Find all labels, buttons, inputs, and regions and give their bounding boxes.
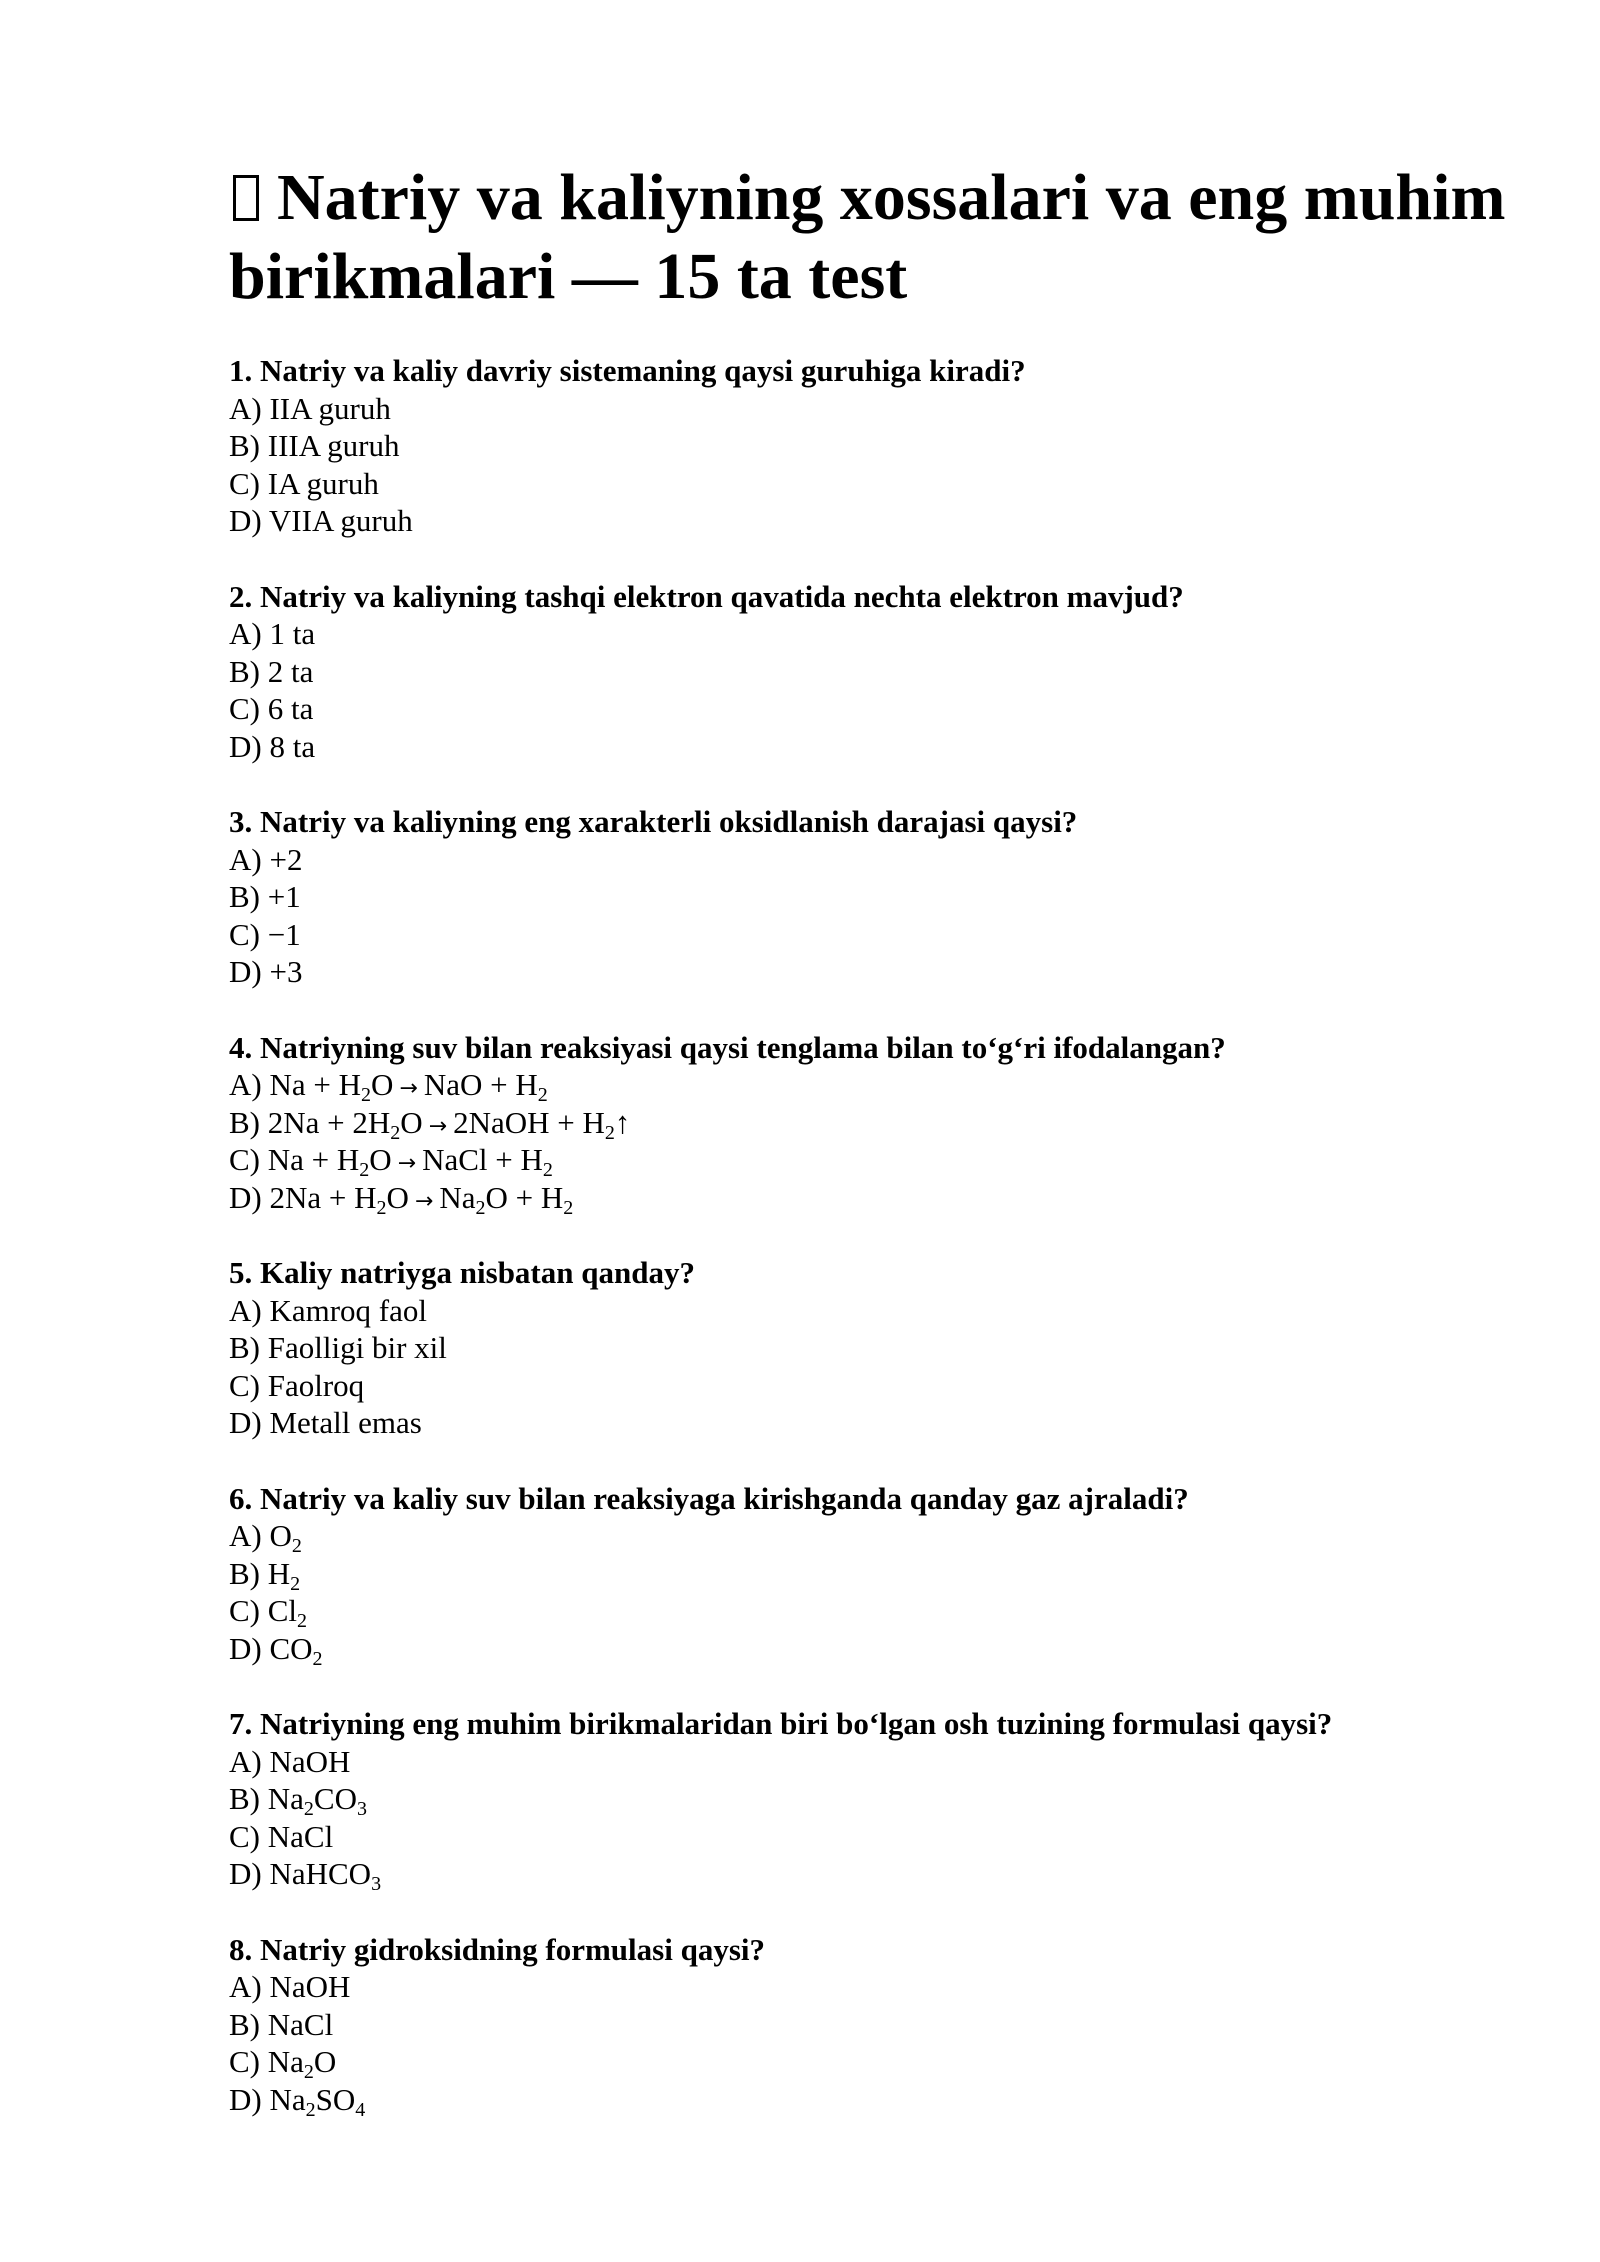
- answer-option: [229, 916, 1529, 954]
- option-text: Faolroq: [267, 1367, 365, 1403]
- answer-option: [229, 1630, 1529, 1668]
- option-text: −1: [267, 916, 301, 952]
- option-letter: C): [229, 1142, 268, 1177]
- option-letter: A): [229, 1067, 270, 1102]
- option-text: Na: [439, 1179, 476, 1215]
- question-block: [229, 803, 1529, 991]
- reaction-arrow-icon: →: [399, 1076, 418, 1101]
- answer-option: [229, 2081, 1529, 2119]
- option-text: Na: [267, 2044, 304, 2079]
- subscript: 2: [312, 1647, 323, 1670]
- answer-option: [229, 2043, 1529, 2081]
- subscript: 2: [604, 1121, 615, 1144]
- option-text: NaHCO: [269, 1856, 372, 1891]
- subscript: 2: [537, 1084, 548, 1106]
- subscript: 2: [390, 1121, 401, 1144]
- option-letter: D): [229, 1405, 270, 1440]
- question-block: [229, 1029, 1529, 1217]
- answer-option: [229, 427, 1529, 465]
- answer-option: [229, 615, 1529, 653]
- option-text: CO: [269, 1630, 313, 1666]
- answer-option: [229, 1329, 1529, 1367]
- option-letter: C): [229, 691, 268, 726]
- subscript: 4: [355, 2098, 366, 2121]
- subscript: 2: [290, 1572, 301, 1595]
- answer-option: [229, 953, 1529, 991]
- answer-option: [229, 653, 1529, 691]
- option-text: NaOH: [269, 1743, 351, 1779]
- option-letter: B): [229, 1555, 268, 1591]
- subscript: 2: [361, 1084, 371, 1106]
- option-text: 2NaOH + H: [453, 1104, 605, 1140]
- answer-option: [229, 841, 1529, 879]
- option-text: Faolligi bir xil: [267, 1330, 447, 1365]
- subscript: 2: [359, 1159, 370, 1181]
- option-text: +3: [269, 954, 303, 989]
- option-text: Na: [269, 2081, 306, 2117]
- option-letter: A): [229, 841, 270, 877]
- answer-option: [229, 1780, 1529, 1818]
- option-text: ↑: [614, 1104, 631, 1140]
- option-text: Metall emas: [269, 1405, 422, 1440]
- answer-option: [229, 1968, 1529, 2006]
- subscript: 2: [376, 1196, 387, 1219]
- answer-option: [229, 2006, 1529, 2044]
- option-text: 6 ta: [267, 691, 314, 726]
- question-text: 4. Natriyning suv bilan reaksiyasi qaysi tenglama bilan to‘g‘ri ifodalangan?: [229, 1029, 1226, 1065]
- option-letter: A): [229, 390, 270, 426]
- option-text: O: [269, 1518, 292, 1553]
- option-text: SO: [315, 2081, 356, 2117]
- option-letter: A): [229, 1292, 270, 1328]
- question-list: [229, 352, 1529, 2156]
- answer-option: [229, 1066, 1529, 1104]
- question-text: 3. Natriy va kaliyning eng xarakterli oksidlanish darajasi qaysi?: [229, 804, 1078, 839]
- option-letter: A): [229, 1969, 270, 2004]
- option-text: 1 ta: [269, 616, 316, 651]
- option-text: IIIA guruh: [267, 428, 400, 463]
- option-letter: B): [229, 1781, 268, 1816]
- option-text: O: [386, 1179, 409, 1215]
- option-text: O: [313, 2044, 337, 2079]
- option-text: O + H: [485, 1179, 564, 1215]
- subscript: 2: [563, 1196, 574, 1219]
- question-text: 1. Natriy va kaliy davriy sistemaning qaysi guruhiga kiradi?: [229, 353, 1026, 388]
- answer-option: [229, 878, 1529, 916]
- question-block: [229, 1254, 1529, 1442]
- subscript: 2: [297, 1610, 308, 1632]
- subscript: 3: [371, 1873, 382, 1895]
- option-text: 2Na + 2H: [267, 1104, 391, 1140]
- option-text: VIIA guruh: [268, 503, 413, 538]
- option-letter: B): [229, 2006, 268, 2042]
- option-letter: A): [229, 1518, 270, 1553]
- option-letter: B): [229, 428, 268, 463]
- option-letter: C): [229, 1818, 268, 1854]
- reaction-arrow-icon: →: [414, 1188, 434, 1214]
- answer-option: [229, 1743, 1529, 1781]
- option-text: NaCl + H: [422, 1142, 543, 1177]
- option-text: NaCl: [267, 2006, 334, 2042]
- reaction-arrow-icon: →: [428, 1113, 448, 1139]
- question-text: 8. Natriy gidroksidning formulasi qaysi?: [229, 1931, 765, 1967]
- subscript: 2: [291, 1535, 302, 1557]
- option-text: +2: [269, 841, 303, 877]
- answer-option: [229, 1855, 1529, 1893]
- option-text: IIA guruh: [269, 390, 391, 426]
- option-letter: D): [229, 1630, 270, 1666]
- subscript: 2: [305, 2098, 316, 2121]
- option-letter: D): [229, 954, 270, 989]
- option-letter: B): [229, 1104, 268, 1140]
- option-letter: A): [229, 1743, 270, 1779]
- question-text: 7. Natriyning eng muhim birikmalaridan biri bo‘lgan osh tuzining formulasi qaysi?: [229, 1706, 1333, 1741]
- option-text: Na: [267, 1781, 304, 1816]
- option-text: CO: [313, 1781, 357, 1816]
- answer-option: [229, 502, 1529, 540]
- option-text: 2 ta: [267, 653, 314, 689]
- answer-option: [229, 1592, 1529, 1630]
- option-text: NaO + H: [423, 1067, 538, 1102]
- option-letter: C): [229, 465, 268, 501]
- question-block: [229, 1931, 1529, 2119]
- answer-option: [229, 1818, 1529, 1856]
- answer-option: [229, 390, 1529, 428]
- question-text: 5. Kaliy natriyga nisbatan qanday?: [229, 1255, 695, 1290]
- question-text: 6. Natriy va kaliy suv bilan reaksiyaga kirishganda qanday gaz ajraladi?: [229, 1480, 1189, 1516]
- option-text: Na + H: [269, 1067, 361, 1102]
- answer-option: [229, 1517, 1529, 1555]
- option-text: O: [371, 1067, 394, 1102]
- answer-option: [229, 690, 1529, 728]
- option-letter: D): [229, 2081, 270, 2117]
- answer-option: [229, 1292, 1529, 1330]
- subscript: 3: [356, 1798, 367, 1820]
- option-letter: C): [229, 2044, 268, 2079]
- question-block: [229, 1705, 1529, 1893]
- subscript: 2: [303, 1798, 314, 1820]
- option-text: 2Na + H: [269, 1179, 377, 1215]
- option-text: NaOH: [269, 1969, 351, 2004]
- option-letter: C): [229, 1593, 268, 1628]
- missing-glyph-icon: [233, 175, 259, 221]
- option-letter: D): [229, 1179, 270, 1215]
- option-letter: A): [229, 616, 270, 651]
- option-text: IA guruh: [267, 465, 379, 501]
- answer-option: [229, 1404, 1529, 1442]
- option-letter: B): [229, 879, 268, 914]
- question-block: [229, 352, 1529, 540]
- option-letter: C): [229, 916, 268, 952]
- question-block: [229, 578, 1529, 766]
- option-text: H: [267, 1555, 291, 1591]
- option-text: 8 ta: [269, 728, 316, 764]
- option-text: Kamroq faol: [269, 1292, 427, 1328]
- option-text: O: [400, 1104, 423, 1140]
- answer-option: [229, 465, 1529, 503]
- page-title: [229, 158, 1549, 316]
- page-title-text: Natriy va kaliyning xossalari va eng muhim birikmalari — 15 ta test: [229, 161, 1506, 313]
- option-letter: B): [229, 653, 268, 689]
- option-text: NaCl: [267, 1818, 334, 1854]
- option-text: +1: [267, 879, 301, 914]
- option-letter: D): [229, 728, 270, 764]
- question-text: 2. Natriy va kaliyning tashqi elektron qavatida nechta elektron mavjud?: [229, 578, 1184, 614]
- option-letter: C): [229, 1367, 268, 1403]
- answer-option: [229, 1179, 1529, 1217]
- option-letter: D): [229, 1856, 270, 1891]
- option-letter: D): [229, 503, 269, 538]
- answer-option: [229, 1555, 1529, 1593]
- answer-option: [229, 1141, 1529, 1179]
- subscript: 2: [542, 1159, 553, 1181]
- option-text: Cl: [267, 1593, 298, 1628]
- answer-option: [229, 1367, 1529, 1405]
- option-text: Na + H: [267, 1142, 360, 1177]
- subscript: 2: [303, 2061, 314, 2083]
- subscript: 2: [475, 1196, 486, 1219]
- question-block: [229, 1480, 1529, 1668]
- reaction-arrow-icon: →: [397, 1151, 417, 1176]
- answer-option: [229, 1104, 1529, 1142]
- option-text: O: [369, 1142, 392, 1177]
- answer-option: [229, 728, 1529, 766]
- option-letter: B): [229, 1330, 268, 1365]
